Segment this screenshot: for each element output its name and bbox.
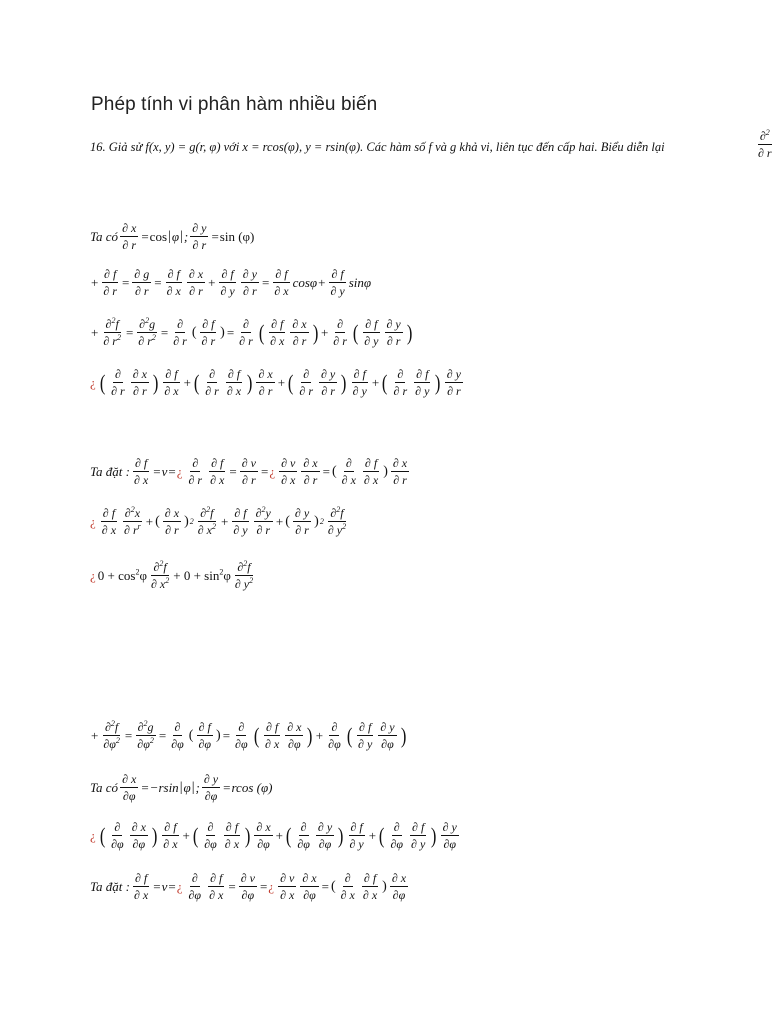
eq-line-7: ¿ $0 + \cos^2\varphi$ $\frac{\partial^2f}{\partial x^2}$ + $0 + \sin^2\varphi$ $\frac{\partial^2f}{\partial y^2}$ [90, 559, 254, 591]
eq-line-11: Ta đặt : $\frac{\partial f}{\partial x}$ = v = ¿ $\frac{\partial}{\partial\varphi}$ $\frac{\partial f}{\partial x}$ = $\frac{\partial v}{\partial\varphi}$ = ¿ $\frac{\partial v}{\partial x}$ $\frac{\partial x}{\partial\varphi}$ = ( $\frac{\partial}{\partial x}$ $\frac{\partial f}{\partial x}$ ) $\frac{\partial x}{\partial\varphi}$ [90, 871, 407, 902]
eq-line-3: + $\frac{\partial^2f}{\partial r^2}$ = $\frac{\partial^2g}{\partial r^2}$ = $\frac{\partial}{\partial r}$ ( $\frac{\partial f}{\partial r}$ ) = $\frac{\partial}{\partial r}$ ( $\frac{\partial f}{\partial x}$ $\frac{\partial x}{\partial r}$ ) + $\frac{\partial}{\partial r}$ ( $\frac{\partial f}{\partial y}$ $\frac{\partial y}{\partial r}$ ) [91, 316, 413, 348]
problem-statement [90, 140, 665, 155]
eq-line-2: + $\frac{\partial f}{\partial r}$ = $\frac{\partial g}{\partial r}$ = $\frac{\partial f}{\partial x}$ $\frac{\partial x}{\partial r}$ + $\frac{\partial f}{\partial y}$ $\frac{\partial y}{\partial r}$ = $\frac{\partial f}{\partial x}$ cosφ + $\frac{\partial f}{\partial y}$ sinφ [91, 267, 372, 298]
eq-line-9: Ta có $\frac{\partial x}{\partial\varphi}$ = −rsin | φ | ; $\frac{\partial y}{\partial\varphi}$ = rcos (φ) [90, 772, 273, 803]
eq-line-4: ¿ ( $\frac{\partial}{\partial r}$ $\frac{\partial x}{\partial r}$ ) $\frac{\partial f}{\partial x}$ + ( $\frac{\partial}{\partial r}$ $\frac{\partial f}{\partial x}$ ) $\frac{\partial x}{\partial r}$ + ( $\frac{\partial}{\partial r}$ $\frac{\partial y}{\partial r}$ ) $\frac{\partial f}{\partial y}$ + ( $\frac{\partial}{\partial r}$ $\frac{\partial f}{\partial y}$ ) $\frac{\partial y}{\partial r}$ [90, 367, 461, 398]
problem-text: 16. Giả sử f(x, y) = g(r, φ) với x = rcos(φ), y = rsin(φ). Các hàm số f và g khả vi, liên tục đến cấp hai. Biểu diễn lại [90, 140, 665, 154]
eq-line-8: + $\frac{\partial^2f}{\partial\varphi^2}$ = $\frac{\partial^2g}{\partial\varphi^2}$ = $\frac{\partial}{\partial\varphi}$ ( $\frac{\partial f}{\partial\varphi}$ ) = $\frac{\partial}{\partial\varphi}$ ( $\frac{\partial f}{\partial x}$ $\frac{\partial x}{\partial\varphi}$ ) + $\frac{\partial}{\partial\varphi}$ ( $\frac{\partial f}{\partial y}$ $\frac{\partial y}{\partial\varphi}$ ) [91, 719, 406, 751]
eq-line-1: Ta có $\frac{\partial x}{\partial r}$ = cos | φ | ; $\frac{\partial y}{\partial r}$ = sin (φ) [90, 221, 255, 252]
problem-cut-fraction: $\frac{\partial^2}{\partial r}$ [758, 128, 772, 160]
eq-line-6: ¿ $\frac{\partial f}{\partial x}$ $\frac{\partial^2x}{\partial r^r}$ + ( $\frac{\partial x}{\partial r}$ ) 2 $\frac{\partial^2f}{\partial x^2}$ + $\frac{\partial f}{\partial y}$ $\frac{\partial^2y}{\partial r}$ + ( $\frac{\partial y}{\partial r}$ ) 2 $\frac{\partial^2f}{\partial y^2}$ [90, 505, 347, 537]
eq-line-5: Ta đặt : $\frac{\partial f}{\partial x}$ = v = ¿ $\frac{\partial}{\partial r}$ $\frac{\partial f}{\partial x}$ = $\frac{\partial v}{\partial r}$ = ¿ $\frac{\partial v}{\partial x}$ $\frac{\partial x}{\partial r}$ = ( $\frac{\partial}{\partial x}$ $\frac{\partial f}{\partial x}$ ) $\frac{\partial x}{\partial r}$ [90, 456, 408, 487]
page-title: Phép tính vi phân hàm nhiều biến [91, 94, 378, 115]
eq-line-10: ¿ ( $\frac{\partial}{\partial\varphi}$ $\frac{\partial x}{\partial\varphi}$ ) $\frac{\partial f}{\partial x}$ + ( $\frac{\partial}{\partial\varphi}$ $\frac{\partial f}{\partial x}$ ) $\frac{\partial x}{\partial\varphi}$ + ( $\frac{\partial}{\partial\varphi}$ $\frac{\partial y}{\partial\varphi}$ ) $\frac{\partial f}{\partial y}$ + ( $\frac{\partial}{\partial\varphi}$ $\frac{\partial f}{\partial y}$ ) $\frac{\partial y}{\partial\varphi}$ [90, 820, 457, 851]
